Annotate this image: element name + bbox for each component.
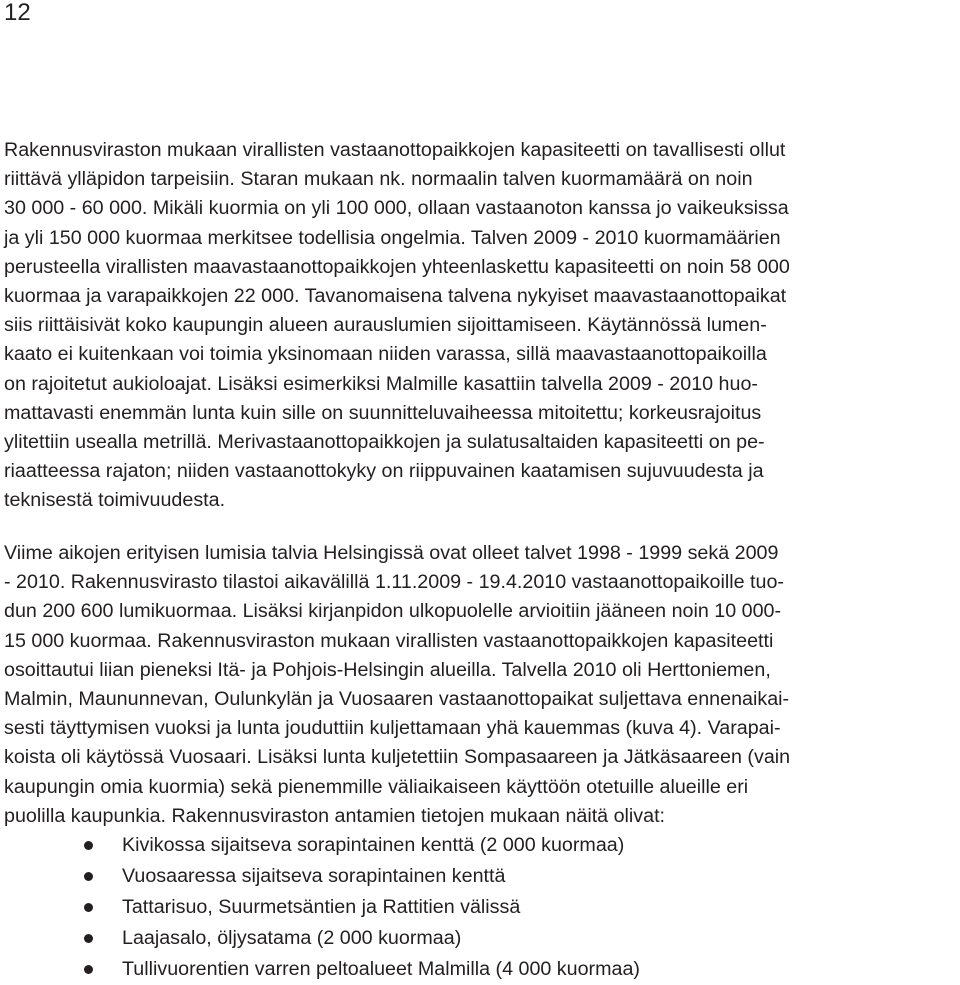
list-item-text: Vuosaaressa sijaitseva sorapintainen kenttä xyxy=(122,865,506,887)
bullet-icon xyxy=(84,934,93,943)
bullet-icon xyxy=(84,841,93,850)
text-line: riaatteessa rajaton; niiden vastaanottokyky on riippuvainen kaatamisen sujuvuudesta ja xyxy=(4,460,764,483)
bullet-icon xyxy=(84,903,93,912)
text-line: kuormaa ja varapaikkojen 22 000. Tavanomaisena talvena nykyiset maavastaanottopaikat xyxy=(4,285,787,307)
text-line: Malmin, Maununnevan, Oulunkylän ja Vuosaaren vastaanottopaikat suljettava ennenaikai- xyxy=(4,688,790,710)
text-line: ylitettiin usealla metrillä. Merivastaanottopaikkojen ja sulatusaltaiden kapasiteetti on pe- xyxy=(4,431,765,453)
list-item-text: Laajasalo, öljysatama (2 000 kuormaa) xyxy=(122,927,462,949)
bullet-icon xyxy=(84,872,93,881)
text-line: sesti täyttymisen vuoksi ja lunta jouduttiin kuljettamaan yhä kauemmas (kuva 4). Varapai- xyxy=(4,717,781,740)
text-line: siis riittäisivät koko kaupungin alueen aurauslumien sijoittamiseen. Käytännössä lumen- xyxy=(4,314,767,337)
list-item-text: Kivikossa sijaitseva sorapintainen kenttä (2 000 kuormaa) xyxy=(122,834,625,856)
text-line: ja yli 150 000 kuormaa merkitsee todellisia ongelmia. Talven 2009 - 2010 kuormamäärien xyxy=(4,226,781,249)
text-line: puolilla kaupunkia. Rakennusviraston antamien tietojen mukaan näitä olivat: xyxy=(4,804,666,827)
text-line: on rajoitetut aukioloajat. Lisäksi esimerkiksi Malmille kasattiin talvella 2009 - 2010 huo- xyxy=(4,372,758,395)
text-line: teknisestä toimivuudesta. xyxy=(4,489,226,512)
text-line: 15 000 kuormaa. Rakennusviraston mukaan virallisten vastaanottopaikkojen kapasiteetti xyxy=(4,629,774,652)
page-number: 12 xyxy=(4,0,31,26)
list-item-text: Tattarisuo, Suurmetsäntien ja Rattitien välissä xyxy=(122,896,521,918)
text-line: koista oli käytössä Vuosaari. Lisäksi lunta kuljetettiin Sompasaareen ja Jätkäsaareen (vain xyxy=(4,746,791,769)
bullet-icon xyxy=(84,965,93,974)
text-line: 30 000 - 60 000. Mikäli kuormia on yli 100 000, ollaan vastaanoton kanssa jo vaikeuksissa xyxy=(4,197,789,220)
text-line: dun 200 600 lumikuormaa. Lisäksi kirjanpidon ulkopuolelle arvioitiin jääneen noin 10 000- xyxy=(4,600,782,623)
text-line: perusteella virallisten maavastaanottopaikkojen yhteenlaskettu kapasiteetti on noin 58 000 xyxy=(4,255,790,278)
text-line: kaupungin omia kuormia) sekä pienemmille väliaikaiseen käyttöön otetuille alueille eri xyxy=(4,775,749,798)
text-line: osoittautui liian pieneksi Itä- ja Pohjois-Helsingin alueilla. Talvella 2010 oli Herttoniemen, xyxy=(4,658,771,681)
text-line: mattavasti enemmän lunta kuin sille on suunnitteluvaiheessa mitoitettu; korkeusrajoitus xyxy=(4,401,762,424)
list-item-text: Tullivuorentien varren peltoalueet Malmilla (4 000 kuormaa) xyxy=(122,958,640,980)
text-line: kaato ei kuitenkaan voi toimia yksinomaan niiden varassa, sillä maavastaanottopaikoilla xyxy=(4,343,767,366)
text-line: riittävä ylläpidon tarpeisiin. Staran mukaan nk. normaalin talven kuormamäärä on noin xyxy=(4,168,753,191)
text-line: Viime aikojen erityisen lumisia talvia Helsingissä ovat olleet talvet 1998 - 1999 sekä 2009 xyxy=(4,542,779,564)
text-line: - 2010. Rakennusvirasto tilastoi aikavälillä 1.11.2009 - 19.4.2010 vastaanottopaikoille tuo- xyxy=(4,571,784,594)
text-line: Rakennusviraston mukaan virallisten vastaanottopaikkojen kapasiteetti on tavallisesti ollut xyxy=(4,139,786,161)
